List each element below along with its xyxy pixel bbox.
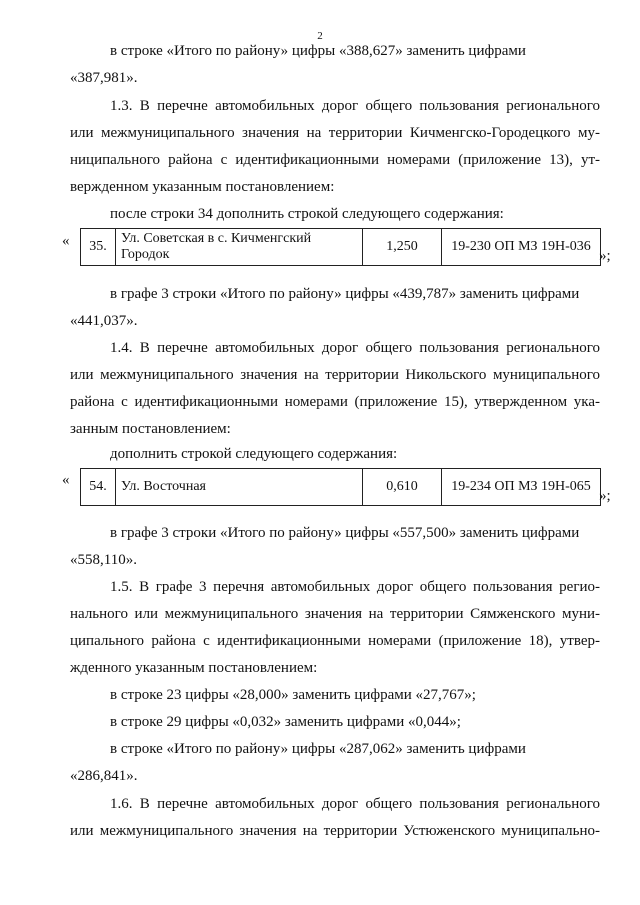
text-line: в строке 23 цифры «28,000» заменить цифрами «27,767»; [110, 687, 476, 703]
road-id: 19-230 ОП МЗ 19Н-036 [442, 229, 601, 266]
road-id: 19-234 ОП МЗ 19Н-065 [442, 469, 601, 506]
road-length: 0,610 [363, 469, 442, 506]
road-table-1 [80, 228, 601, 266]
road-table-2 [80, 468, 601, 506]
road-length: 1,250 [363, 229, 442, 266]
text-line: в графе 3 строки «Итого по району» цифры «439,787» заменить цифрами [110, 286, 580, 302]
text-line: жденного указанным постановлением: [70, 660, 318, 676]
text-line: 1.6. В перечне автомобильных дорог общего пользования регионального [110, 796, 600, 812]
table-row [81, 469, 601, 506]
text-line: 1.4. В перечне автомобильных дорог общего пользования регионального [110, 340, 600, 356]
text-line: 1.5. В графе 3 перечня автомобильных дорог общего пользования регио- [110, 579, 600, 595]
quote-open: « [62, 233, 70, 249]
text-line: в строке «Итого по району» цифры «287,062» заменить цифрами [110, 741, 526, 757]
text-line: «286,841». [70, 768, 138, 784]
text-line: «558,110». [70, 552, 137, 568]
text-line: в строке «Итого по району» цифры «388,627» заменить цифрами [110, 43, 526, 59]
quote-open: « [62, 472, 70, 488]
text-line: вержденном указанным постановлением: [70, 179, 335, 195]
road-name: Ул. Советская в с. Кичменгский Городок [116, 229, 363, 266]
table-row [81, 229, 601, 266]
text-line: в строке 29 цифры «0,032» заменить цифрами «0,044»; [110, 714, 461, 730]
page-number: 2 [317, 30, 323, 42]
row-number: 54. [81, 469, 116, 506]
text-line: в графе 3 строки «Итого по району» цифры «557,500» заменить цифрами [110, 525, 580, 541]
text-line: ниципального района с идентификационными номерами (приложение 13), ут- [70, 152, 600, 168]
quote-close: »; [599, 488, 611, 504]
text-line: «387,981». [70, 70, 138, 86]
text-line: занным постановлением: [70, 421, 231, 437]
text-line: «441,037». [70, 313, 138, 329]
quote-close: »; [599, 248, 611, 264]
text-line: района с идентификационными номерами (приложение 15), утвержденном ука- [70, 394, 600, 410]
road-name: Ул. Восточная [116, 469, 363, 506]
row-number: 35. [81, 229, 116, 266]
text-line: или межмуниципального значения на территории Никольского муниципального [70, 367, 600, 383]
text-line: дополнить строкой следующего содержания: [110, 446, 398, 462]
text-line: или межмуниципального значения на территории Кичменгско-Городецкого му- [70, 125, 600, 141]
text-line: ципального района с идентификационными номерами (приложение 18), утвер- [70, 633, 600, 649]
text-line: после строки 34 дополнить строкой следующего содержания: [110, 206, 504, 222]
text-line: 1.3. В перечне автомобильных дорог общего пользования регионального [110, 98, 600, 114]
text-line: нального или межмуниципального значения на территории Сямженского муни- [70, 606, 600, 622]
text-line: или межмуниципального значения на территории Устюженского муниципально- [70, 823, 600, 839]
